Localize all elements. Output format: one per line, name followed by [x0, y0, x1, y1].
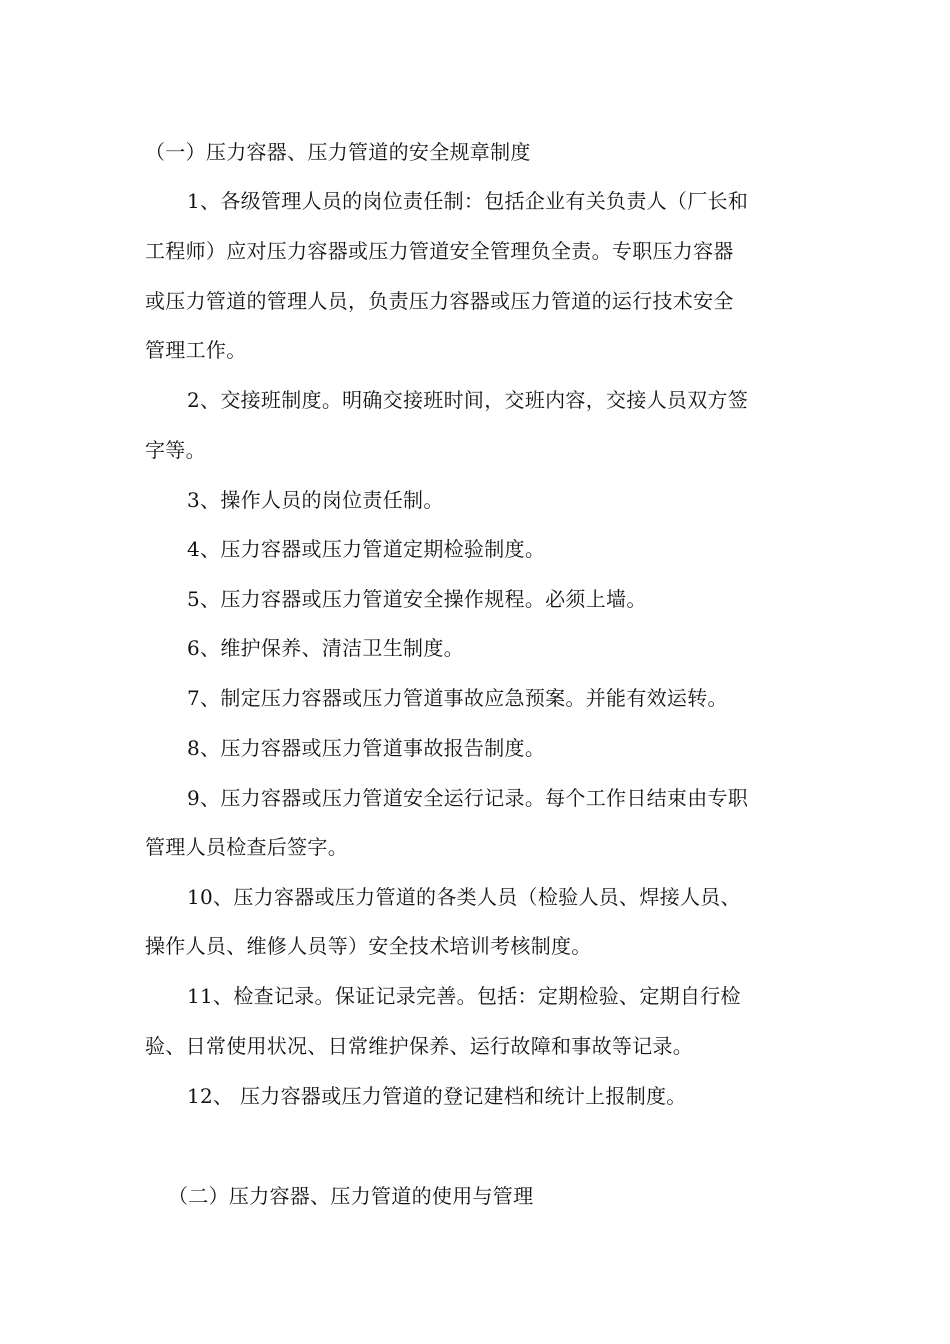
item-8: 8、压力容器或压力管道事故报告制度。 — [187, 736, 546, 760]
item-1-line-1: 1、各级管理人员的岗位责任制：包括企业有关负责人（厂长和 — [187, 189, 749, 213]
item-5: 5、压力容器或压力管道安全操作规程。必须上墙。 — [187, 587, 647, 611]
item-1-line-4: 管理工作。 — [145, 338, 247, 362]
item-10-line-1: 10、压力容器或压力管道的各类人员（检验人员、焊接人员、 — [187, 885, 741, 909]
item-11-line-2: 验、日常使用状况、日常维护保养、运行故障和事故等记录。 — [145, 1034, 694, 1058]
item-10-line-2: 操作人员、维修人员等）安全技术培训考核制度。 — [145, 934, 592, 958]
item-3: 3、操作人员的岗位责任制。 — [187, 488, 444, 512]
item-7: 7、制定压力容器或压力管道事故应急预案。并能有效运转。 — [187, 686, 728, 710]
item-12: 12、 压力容器或压力管道的登记建档和统计上报制度。 — [187, 1084, 687, 1108]
item-1-line-3: 或压力管道的管理人员，负责压力容器或压力管道的运行技术安全 — [145, 289, 734, 313]
item-9-line-1: 9、压力容器或压力管道安全运行记录。每个工作日结束由专职 — [187, 786, 749, 810]
item-2-line-2: 字等。 — [145, 438, 206, 462]
item-11-line-1: 11、检查记录。保证记录完善。包括：定期检验、定期自行检 — [187, 984, 741, 1008]
section-2-heading: （二）压力容器、压力管道的使用与管理 — [168, 1184, 534, 1208]
item-2-line-1: 2、交接班制度。明确交接班时间，交班内容，交接人员双方签 — [187, 388, 749, 412]
section-1-heading: （一）压力容器、压力管道的安全规章制度 — [145, 140, 531, 164]
item-6: 6、维护保养、清洁卫生制度。 — [187, 636, 464, 660]
item-9-line-2: 管理人员检查后签字。 — [145, 835, 348, 859]
item-4: 4、压力容器或压力管道定期检验制度。 — [187, 537, 546, 561]
item-1-line-2: 工程师）应对压力容器或压力管道安全管理负全责。专职压力容器 — [145, 239, 734, 263]
